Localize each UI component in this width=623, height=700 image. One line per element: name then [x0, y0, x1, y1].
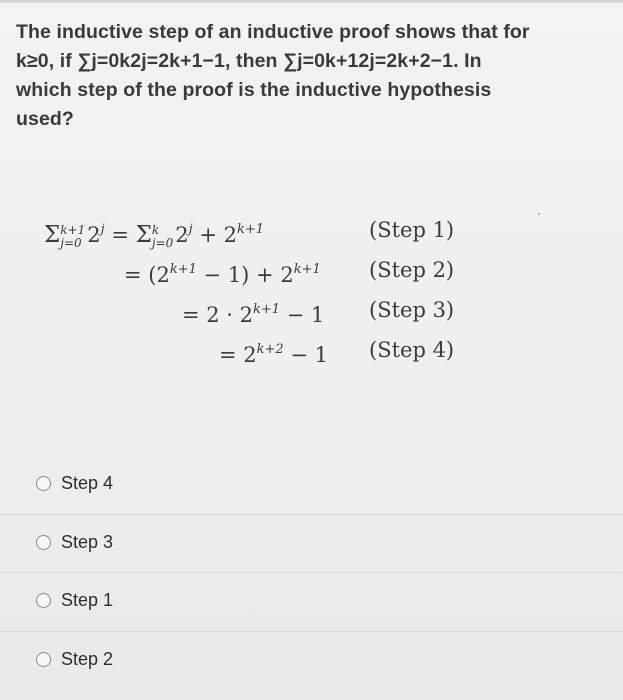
- option-step-1[interactable]: [0, 573, 623, 632]
- upper-limit: k: [151, 222, 160, 237]
- expression-part: = (2: [124, 263, 170, 287]
- option-label[interactable]: Step 2: [61, 648, 114, 669]
- lower-limit: j=0: [60, 235, 82, 250]
- term-exponent: k+1: [169, 262, 197, 277]
- upper-limit: k+1: [60, 222, 86, 237]
- option-step-2[interactable]: [0, 632, 623, 690]
- term-exponent: k+2: [256, 342, 284, 357]
- term-exponent: k+1: [293, 262, 321, 277]
- radio-button[interactable]: [36, 652, 51, 667]
- step-label-1: (Step 1): [369, 218, 455, 242]
- answer-options: [0, 456, 623, 689]
- option-step-3[interactable]: [0, 515, 623, 574]
- summation-limits: [152, 224, 173, 250]
- radio-button[interactable]: [36, 535, 51, 550]
- lower-limit: j=0: [151, 235, 174, 250]
- proof-expression-2: [124, 250, 321, 295]
- summand-exponent: j: [188, 222, 193, 237]
- question-line-3: which step of the proof is the inductive hypothesis: [16, 79, 492, 101]
- summation-symbol: Σ: [44, 222, 61, 248]
- step-label-4: (Step 4): [369, 338, 455, 362]
- proof-expression-3: [182, 290, 324, 335]
- step-label-3: (Step 3): [369, 298, 455, 322]
- summation-symbol: Σ: [135, 222, 152, 248]
- radio-button[interactable]: [36, 593, 51, 608]
- option-step-4[interactable]: [0, 456, 623, 515]
- term-exponent: k+1: [253, 302, 281, 317]
- question-text: [16, 18, 620, 134]
- question-line-4: used?: [16, 108, 74, 130]
- summand-base: 2: [87, 223, 101, 247]
- expression-part: − 1: [280, 303, 325, 327]
- step-label-2: (Step 2): [369, 258, 455, 282]
- proof-expression-4: [219, 330, 328, 375]
- expression-part: = 2 · 2: [182, 303, 254, 327]
- expression-part: − 1: [283, 343, 328, 367]
- term-exponent: k+1: [237, 222, 265, 237]
- radio-button[interactable]: [36, 476, 51, 491]
- proof-expression-1: [44, 210, 264, 255]
- expression-part: = 2: [219, 343, 257, 367]
- option-label[interactable]: Step 4: [61, 473, 114, 493]
- summand-base: 2: [175, 223, 189, 247]
- summand-exponent: j: [100, 222, 105, 237]
- image-speck: [538, 213, 540, 215]
- question-line-1: The inductive step of an inductive proof shows that for: [16, 21, 530, 43]
- plus-term: + 2: [192, 223, 237, 247]
- expression-part: − 1) + 2: [196, 263, 294, 287]
- question-line-2: k≥0, if ∑j=0k2j=2k+1−1, then ∑j=0k+12j=2k+2−1. In: [16, 50, 482, 72]
- equals-sign: =: [104, 223, 136, 247]
- option-label[interactable]: Step 3: [61, 531, 114, 552]
- summation-limits: [60, 224, 85, 250]
- option-label[interactable]: Step 1: [61, 590, 114, 610]
- top-divider: [0, 0, 623, 3]
